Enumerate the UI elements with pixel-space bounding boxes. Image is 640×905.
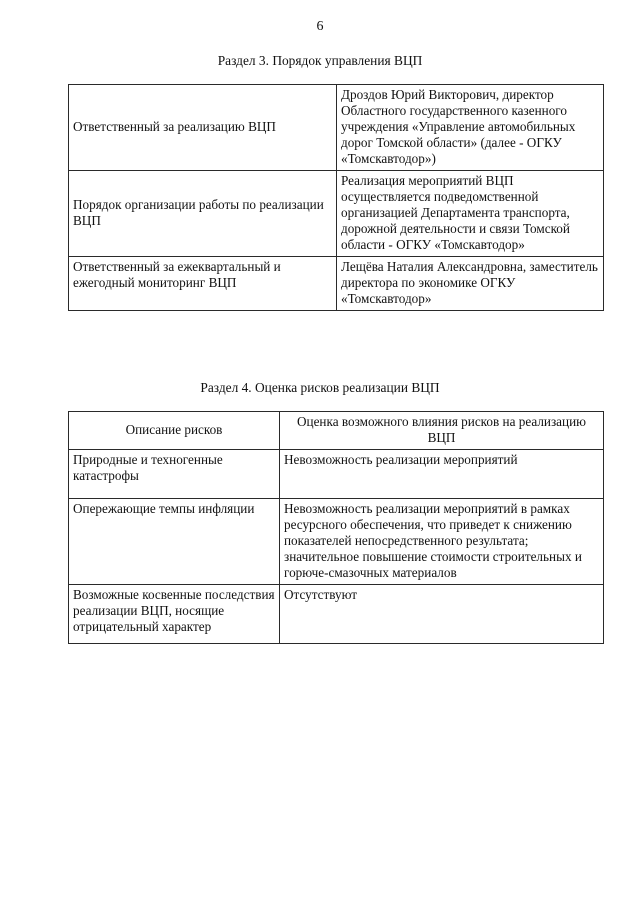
work-organization-value: Реализация мероприятий ВЦП осуществляется подведомственной организацией Департамента транспорта, дорожной деятельности и связи Томской области - ОГКУ «Томскавтодор» [337, 171, 604, 257]
risk-impact: Невозможность реализации мероприятий [280, 450, 604, 499]
column-header-risks: Описание рисков [69, 412, 280, 450]
risk-description: Природные и техногенные катастрофы [69, 450, 280, 499]
table-row [69, 257, 604, 311]
management-table [68, 84, 604, 311]
risk-description: Возможные косвенные последствия реализации ВЦП, носящие отрицательный характер [69, 585, 280, 644]
section-4-title: Раздел 4. Оценка рисков реализации ВЦП [200, 380, 440, 395]
table-row [69, 450, 604, 499]
page-number: 6 [316, 19, 324, 34]
monitoring-value: Лещёва Наталия Александровна, заместитель директора по экономике ОГКУ «Томскавтодор» [337, 257, 604, 311]
responsible-value: Дроздов Юрий Викторович, директор Областного государственного казенного учреждения «Управление автомобильных дорог Томской области» (далее - ОГКУ «Томскавтодор») [337, 85, 604, 171]
risk-impact: Невозможность реализации мероприятий в рамках ресурсного обеспечения, что приведет к снижению показателей непосредственного результата; значительное повышение стоимости строительных и горюче-смазочных материалов [280, 499, 604, 585]
work-organization-label: Порядок организации работы по реализации ВЦП [69, 171, 337, 257]
table-row [69, 171, 604, 257]
table-row [69, 499, 604, 585]
risk-impact: Отсутствуют [280, 585, 604, 644]
risk-description: Опережающие темпы инфляции [69, 499, 280, 585]
section-3-title: Раздел 3. Порядок управления ВЦП [217, 53, 423, 68]
column-header-impact: Оценка возможного влияния рисков на реализацию ВЦП [280, 412, 604, 450]
table-row [69, 585, 604, 644]
responsible-label: Ответственный за реализацию ВЦП [69, 85, 337, 171]
risk-table [68, 411, 604, 644]
table-row [69, 85, 604, 171]
monitoring-label: Ответственный за ежеквартальный и ежегодный мониторинг ВЦП [69, 257, 337, 311]
table-header-row [69, 412, 604, 450]
